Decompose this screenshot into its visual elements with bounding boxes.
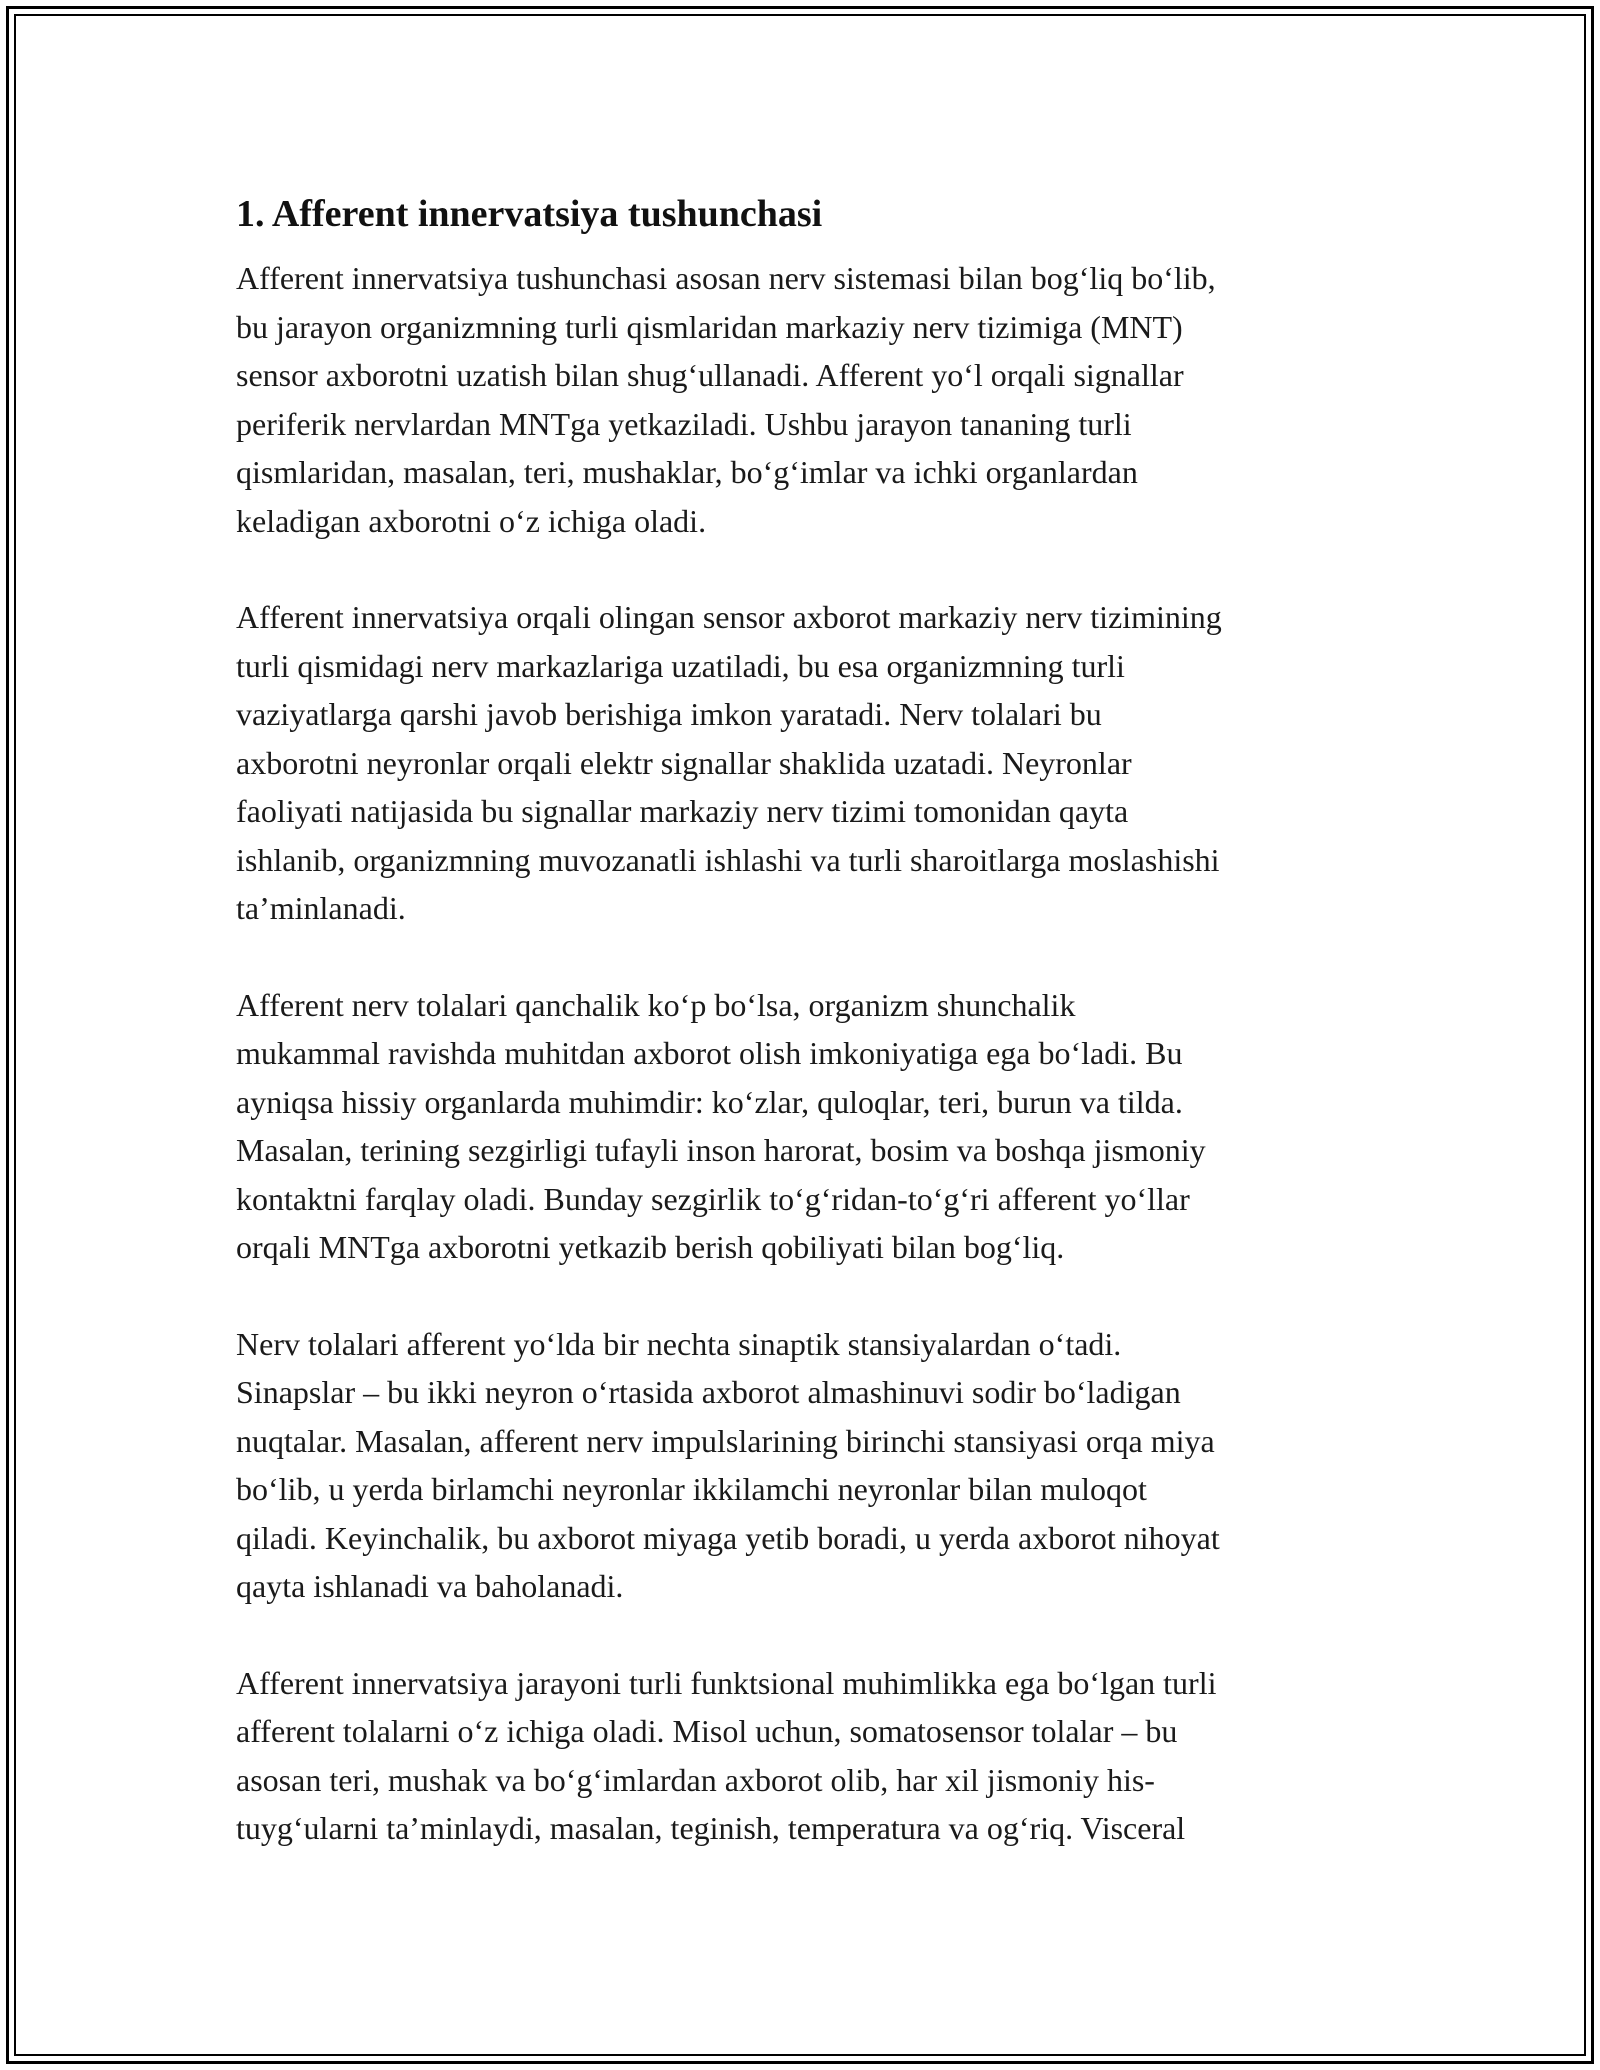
text-line: qismlaridan, masalan, teri, mushaklar, bo‘g‘imlar va ichki organlardan: [236, 454, 1138, 490]
text-line: ishlanib, organizmning muvozanatli ishlashi va turli sharoitlarga moslashishi: [236, 841, 1220, 878]
text-line: mukammal ravishda muhitdan axborot olish imkoniyatiga ega bo‘ladi. Bu: [236, 1035, 1183, 1071]
document-body: [236, 188, 1376, 1901]
text-line: nuqtalar. Masalan, afferent nerv impulslarining birinchi stansiyasi orqa miya: [236, 1422, 1215, 1459]
section-heading: 1. Afferent innervatsiya tushunchasi: [236, 193, 823, 235]
text-line: Afferent innervatsiya jarayoni turli funktsional muhimlikka ega bo‘lgan turli: [236, 1664, 1217, 1701]
text-line: Afferent innervatsiya orqali olingan sensor axborot markaziy nerv tizimining: [236, 599, 1222, 635]
paragraph-4: [236, 1320, 1376, 1611]
text-line: kontaktni farqlay oladi. Bunday sezgirlik to‘g‘ridan-to‘g‘ri afferent yo‘llar: [236, 1180, 1190, 1217]
text-line: bu jarayon organizmning turli qismlaridan markaziy nerv tizimiga (MNT): [236, 308, 1183, 345]
text-line: qiladi. Keyinchalik, bu axborot miyaga yetib boradi, u yerda axborot nihoyat: [236, 1519, 1220, 1556]
text-line: afferent tolalarni o‘z ichiga oladi. Misol uchun, somatosensor tolalar – bu: [236, 1713, 1178, 1749]
text-line: vaziyatlarga qarshi javob berishiga imkon yaratadi. Nerv tolalari bu: [236, 696, 1102, 732]
text-line: asosan teri, mushak va bo‘g‘imlardan axborot olib, har xil jismoniy his-: [236, 1761, 1155, 1798]
text-line: Masalan, terining sezgirligi tufayli inson harorat, bosim va boshqa jismoniy: [236, 1132, 1206, 1168]
text-line: turli qismidagi nerv markazlariga uzatiladi, bu esa organizmning turli: [236, 647, 1125, 684]
paragraph-2: [236, 593, 1376, 933]
text-line: Nerv tolalari afferent yo‘lda bir nechta sinaptik stansiyalardan o‘tadi.: [236, 1325, 1122, 1362]
text-line: tuyg‘ularni ta’minlaydi, masalan, teginish, temperatura va og‘riq. Visceral: [236, 1810, 1186, 1846]
text-line: bo‘lib, u yerda birlamchi neyronlar ikkilamchi neyronlar bilan muloqot: [236, 1471, 1147, 1507]
paragraph-1: [236, 254, 1376, 545]
text-line: ayniqsa hissiy organlarda muhimdir: ko‘zlar, quloqlar, teri, burun va tilda.: [236, 1083, 1183, 1120]
text-line: Sinapslar – bu ikki neyron o‘rtasida axborot almashinuvi sodir bo‘ladigan: [236, 1374, 1181, 1410]
paragraph-5: [236, 1659, 1376, 1853]
paragraph-3: [236, 981, 1376, 1272]
text-line: keladigan axborotni o‘z ichiga oladi.: [236, 502, 707, 539]
text-line: faoliyati natijasida bu signallar markaziy nerv tizimi tomonidan qayta: [236, 793, 1129, 829]
text-line: ta’minlanadi.: [236, 890, 406, 926]
text-line: sensor axborotni uzatish bilan shug‘ullanadi. Afferent yo‘l orqali signallar: [236, 357, 1184, 393]
text-line: qayta ishlanadi va baholanadi.: [236, 1568, 624, 1604]
text-line: orqali MNTga axborotni yetkazib berish qobiliyati bilan bog‘liq.: [236, 1229, 1065, 1265]
text-line: periferik nervlardan MNTga yetkaziladi. Ushbu jarayon tananing turli: [236, 405, 1132, 442]
text-line: Afferent innervatsiya tushunchasi asosan nerv sistemasi bilan bog‘liq bo‘lib,: [236, 260, 1216, 296]
text-line: axborotni neyronlar orqali elektr signallar shaklida uzatadi. Neyronlar: [236, 744, 1132, 781]
text-line: Afferent nerv tolalari qanchalik ko‘p bo‘lsa, organizm shunchalik: [236, 986, 1076, 1023]
